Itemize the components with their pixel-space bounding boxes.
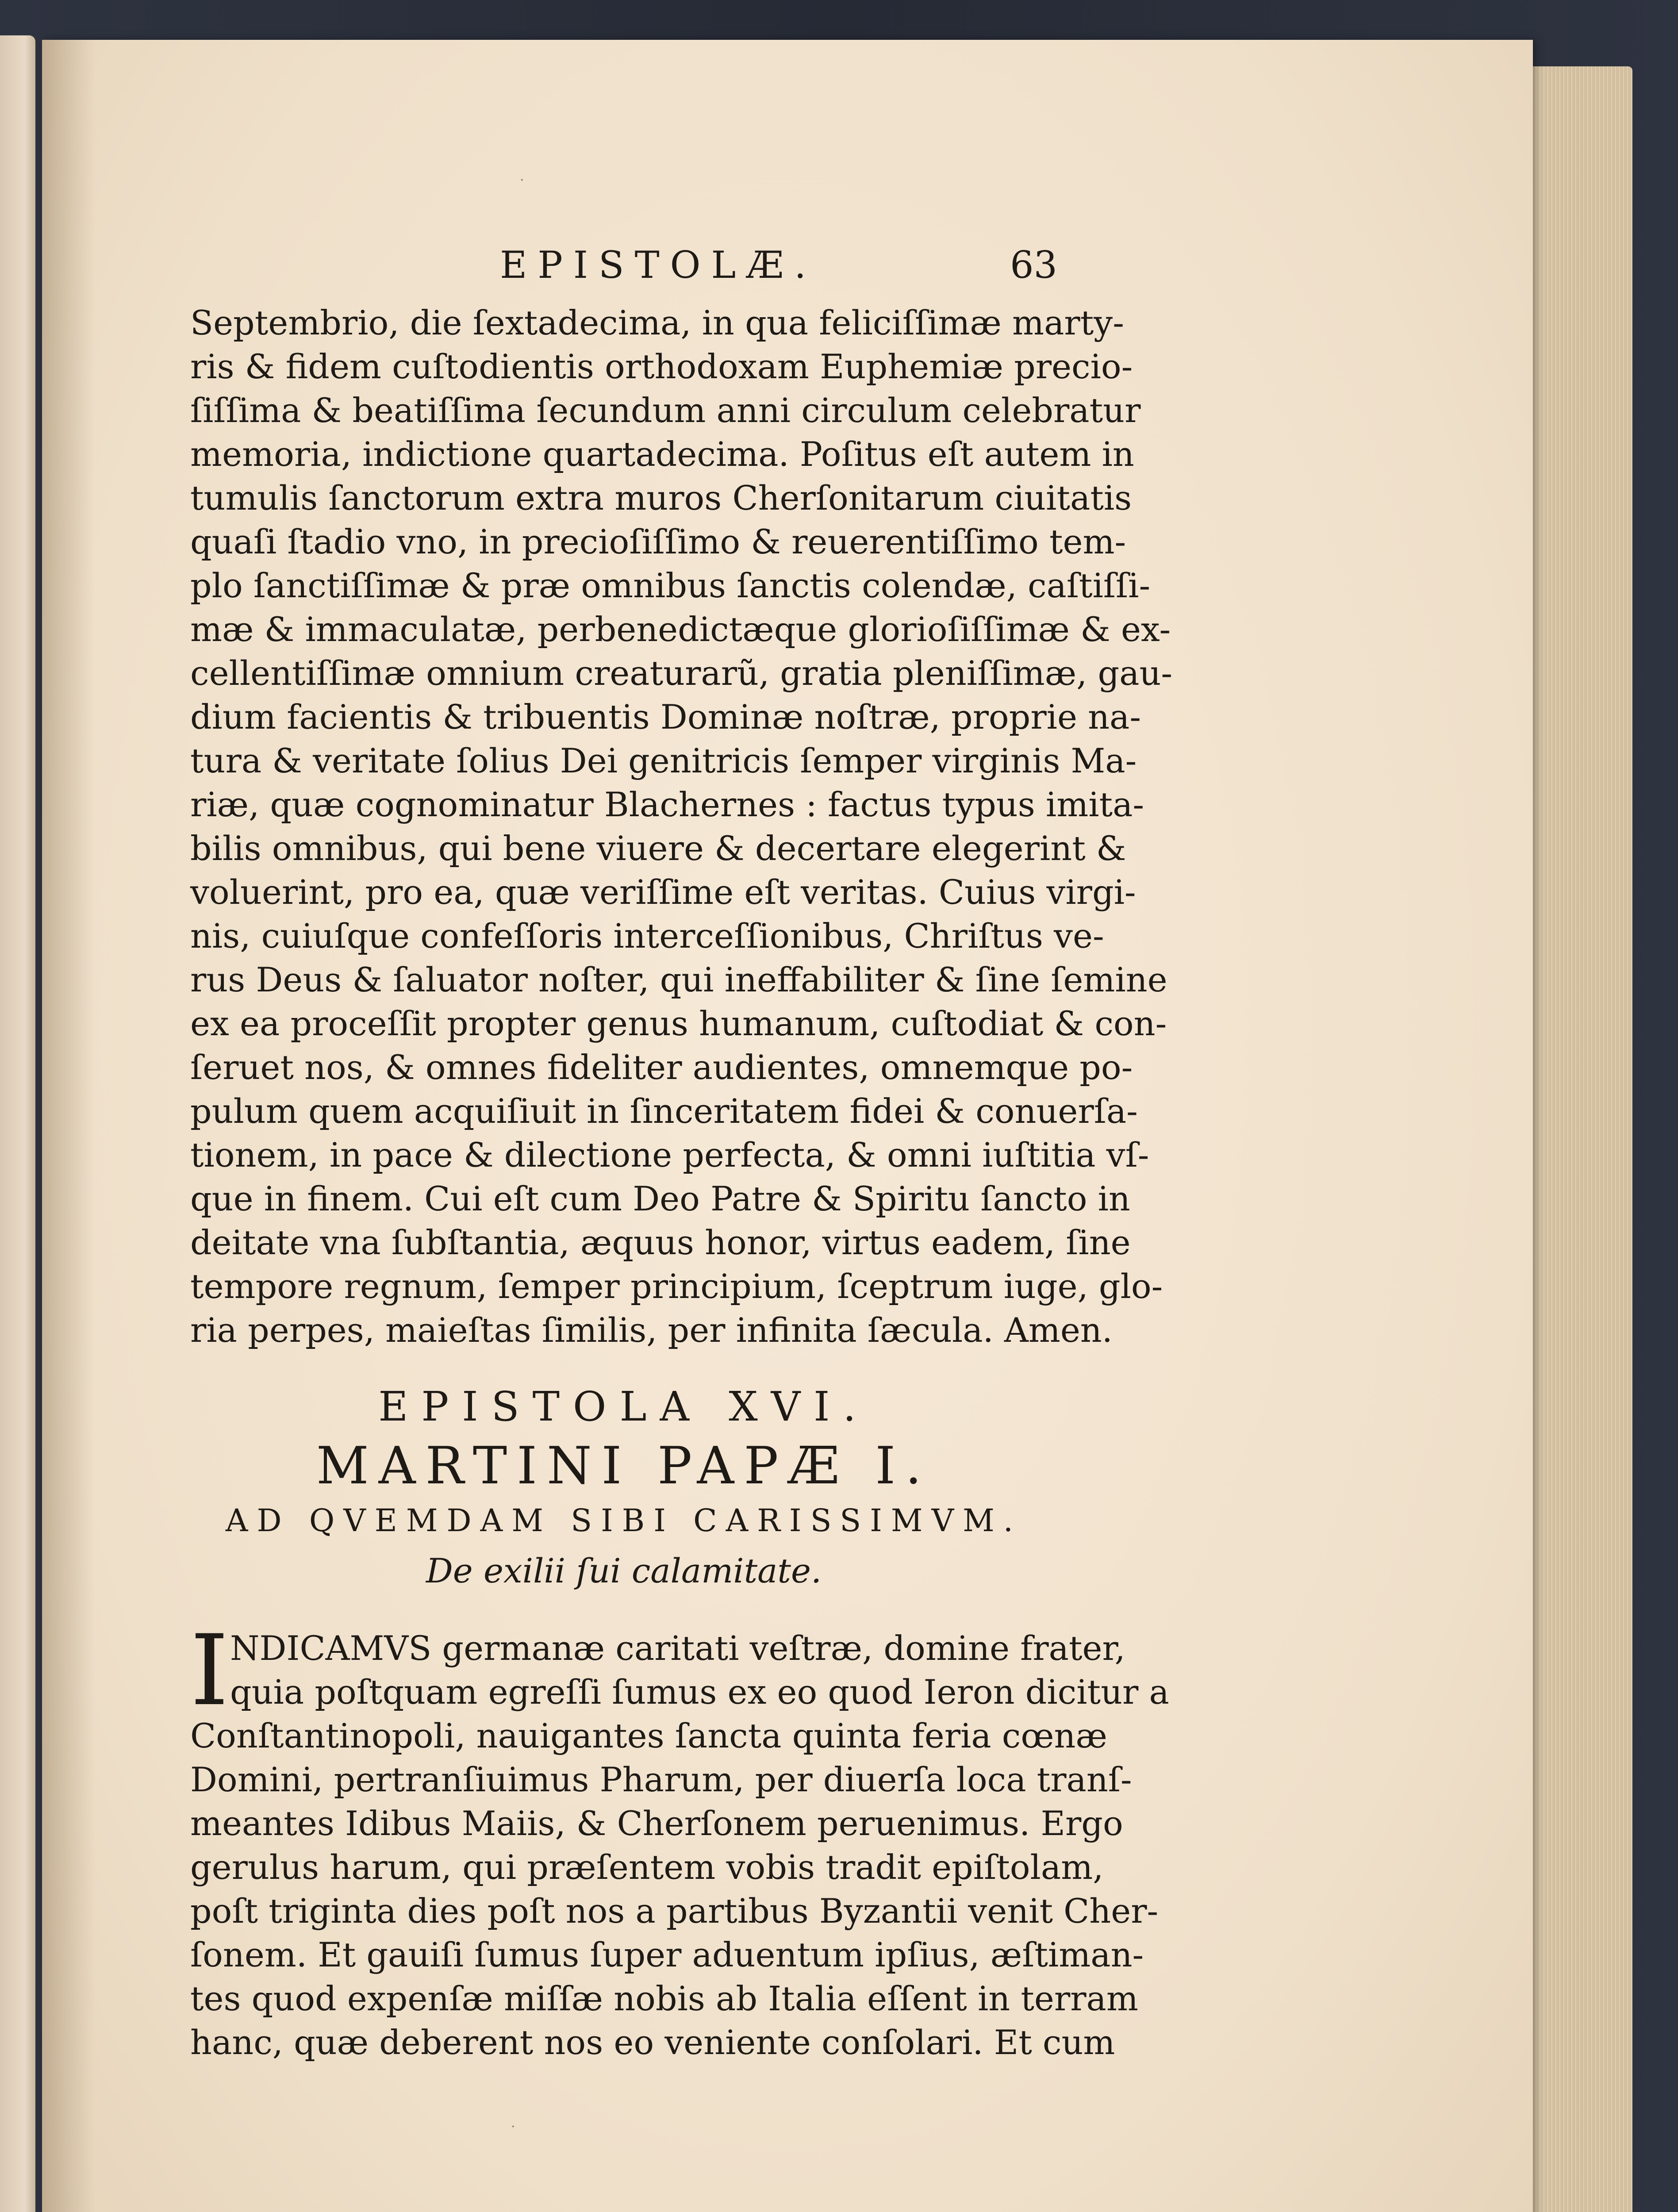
text-line: gerulus harum, qui præſentem vobis tradit epiſtolam, bbox=[190, 1847, 1104, 1887]
text-line: mæ & immaculatæ, perbenedictæque glorioſiſſimæ & ex- bbox=[190, 610, 1171, 649]
text-line: dium facientis & tribuentis Dominæ noſtræ, proprie na- bbox=[190, 697, 1141, 737]
text-line: deitate vna ſubſtantia, æquus honor, virtus eadem, ſine bbox=[190, 1223, 1131, 1262]
letter-subject: De exilii ſui calamitate. bbox=[426, 1551, 822, 1590]
text-line: tionem, in pace & dilectione perfecta, & omni iuſtitia vſ- bbox=[190, 1135, 1149, 1175]
text-line: tumulis ſanctorum extra muros Cherſonitarum ciuitatis bbox=[190, 478, 1132, 518]
text-line: ris & fidem cuſtodientis orthodoxam Euphemiæ precio- bbox=[190, 347, 1133, 386]
text-line: que in finem. Cui eſt cum Deo Patre & Spiritu ſancto in bbox=[190, 1179, 1130, 1218]
paper-speck: · bbox=[511, 2119, 515, 2135]
text-line: pulum quem acquiſiuit in ſinceritatem fidei & conuerſa- bbox=[190, 1091, 1138, 1131]
text-line: riæ, quæ cognominatur Blachernes : factus typus imita- bbox=[190, 785, 1144, 824]
text-line: nis, cuiuſque confeſſoris interceſſionibus, Chriſtus ve- bbox=[190, 916, 1104, 956]
book-page bbox=[42, 40, 1533, 2212]
text-line: NDICAMVS germanæ caritati veſtræ, domine frater, bbox=[230, 1628, 1125, 1668]
text-line: ſiſſima & beatiſſima ſecundum anni circulum celebratur bbox=[190, 391, 1141, 430]
epistola-number: EPISTOLA XVI. bbox=[378, 1383, 869, 1430]
text-line: meantes Idibus Maiis, & Cherſonem peruenimus. Ergo bbox=[190, 1804, 1123, 1843]
letter-heading bbox=[190, 1383, 1057, 1613]
text-line: plo ſanctiſſimæ & præ omnibus ſanctis colendæ, caſtiſſi- bbox=[190, 566, 1151, 605]
text-line: tempore regnum, ſemper principium, ſceptrum iuge, glo- bbox=[190, 1267, 1163, 1306]
letter-author: MARTINI PAPÆ I. bbox=[316, 1436, 932, 1496]
text-line: quaſi ſtadio vno, in precioſiſſimo & reuerentiſſimo tem- bbox=[190, 522, 1126, 561]
drop-cap: I bbox=[190, 1614, 229, 1727]
text-line: quia poſtquam egreſſi ſumus ex eo quod Ieron dicitur a bbox=[230, 1672, 1169, 1712]
text-block bbox=[190, 226, 1173, 2064]
text-line: voluerint, pro ea, quæ veriſſime eſt veritas. Cuius virgi- bbox=[190, 872, 1136, 912]
continued-text bbox=[190, 301, 1173, 1352]
book-page-edges bbox=[1517, 66, 1632, 2212]
letter-addressee: AD QVEMDAM SIBI CARISSIMVM. bbox=[225, 1502, 1022, 1539]
text-line: hanc, quæ deberent nos eo veniente conſolari. Et cum bbox=[190, 2023, 1115, 2062]
text-line: bilis omnibus, qui bene viuere & decertare elegerint & bbox=[190, 829, 1126, 868]
text-line: Conſtantinopoli, nauigantes ſancta quinta feria cœnæ bbox=[190, 1716, 1107, 1755]
running-head-title: EPISTOLÆ. bbox=[500, 243, 817, 287]
text-line: ſonem. Et gauiſi ſumus ſuper aduentum ipſius, æſtiman- bbox=[190, 1935, 1144, 1974]
text-line: cellentiſſimæ omnium creaturarũ, gratia pleniſſimæ, gau- bbox=[190, 653, 1173, 693]
text-line: ſeruet nos, & omnes fideliter audientes, omnemque po- bbox=[190, 1048, 1133, 1087]
letter-body bbox=[190, 1614, 1169, 2064]
paper-speck: · bbox=[520, 173, 524, 188]
text-line: tes quod expenſæ miſſæ nobis ab Italia eſſent in terram bbox=[190, 1979, 1138, 2018]
facing-page-edge bbox=[0, 35, 35, 2212]
text-line: tura & veritate ſolius Dei genitricis ſemper virginis Ma- bbox=[190, 741, 1137, 780]
text-line: ria perpes, maieſtas ſimilis, per infinita ſæcula. Amen. bbox=[190, 1310, 1113, 1350]
text-line: ex ea proceſſit propter genus humanum, cuſtodiat & con- bbox=[190, 1004, 1167, 1043]
text-line: Domini, pertranſiuimus Pharum, per diuerſa loca tranſ- bbox=[190, 1760, 1132, 1799]
running-head bbox=[190, 226, 1057, 301]
text-line: memoria, indictione quartadecima. Poſitus eſt autem in bbox=[190, 434, 1134, 474]
gutter-shadow bbox=[42, 40, 95, 2212]
text-line: Septembrio, die ſextadecima, in qua feliciſſimæ marty- bbox=[190, 303, 1124, 342]
page-number: 63 bbox=[1010, 243, 1057, 287]
text-line: poſt triginta dies poſt nos a partibus Byzantii venit Cher- bbox=[190, 1891, 1159, 1931]
text-line: rus Deus & ſaluator noſter, qui ineffabiliter & ſine ſemine bbox=[190, 960, 1167, 999]
